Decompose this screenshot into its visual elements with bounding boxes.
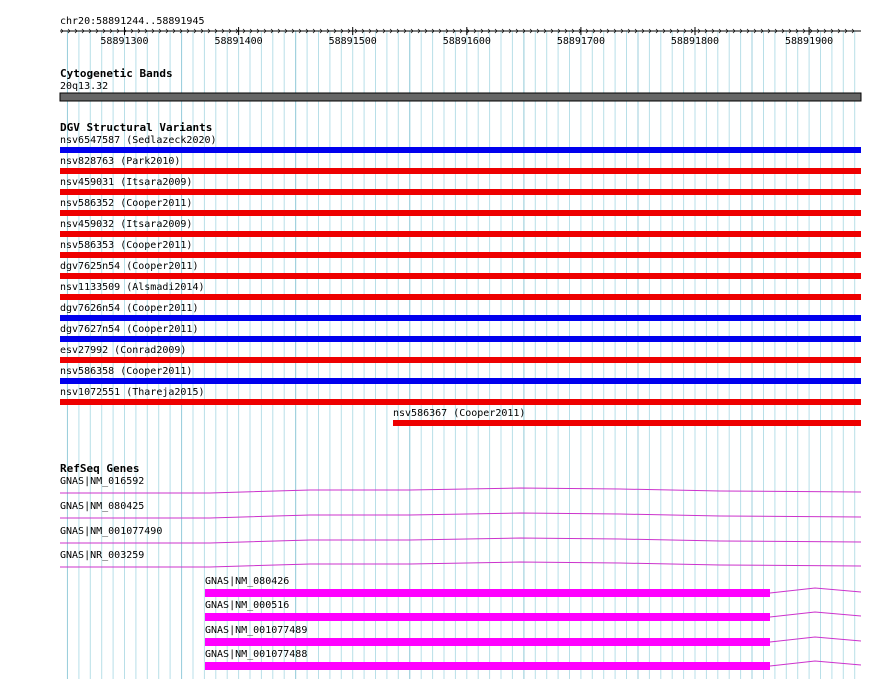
refseq-feature-label: GNAS|NM_080426 — [205, 576, 290, 587]
refseq-feature-NM_000516[interactable] — [205, 600, 861, 621]
cytoband-label: 20q13.32 — [60, 81, 109, 92]
dgv-feature-bar[interactable] — [60, 315, 861, 321]
refseq-feature-label: GNAS|NM_080425 — [60, 501, 145, 512]
dgv-feature-label: nsv459031 (Itsara2009) — [60, 177, 193, 188]
dgv-feature-label: nsv586353 (Cooper2011) — [60, 240, 193, 251]
ruler-tick-label: 58891500 — [328, 36, 377, 47]
refseq-exon-bar[interactable] — [205, 589, 770, 597]
dgv-feature-bar[interactable] — [60, 252, 861, 258]
ruler-tick-label: 58891300 — [100, 36, 149, 47]
dgv-feature-bar[interactable] — [60, 273, 861, 279]
dgv-feature-bar[interactable] — [393, 420, 861, 426]
dgv-feature-label: nsv6547587 (Sedlazeck2020) — [60, 135, 217, 146]
refseq-feature-label: GNAS|NR_003259 — [60, 550, 145, 561]
refseq-exon-bar[interactable] — [205, 638, 770, 646]
refseq-exon-bar[interactable] — [205, 662, 770, 670]
dgv-feature-bar[interactable] — [60, 231, 861, 237]
refseq-feature-label: GNAS|NM_001077489 — [205, 625, 308, 636]
refseq-exon-bar[interactable] — [205, 613, 770, 621]
dgv-feature-bar[interactable] — [60, 294, 861, 300]
dgv-feature-bar[interactable] — [60, 210, 861, 216]
dgv-feature-bar[interactable] — [60, 168, 861, 174]
refseq-feature-NM_080426[interactable] — [205, 576, 861, 597]
dgv-track-title: DGV Structural Variants — [60, 121, 213, 134]
ruler-tick-label: 58891400 — [214, 36, 263, 47]
refseq-feature-NM_001077489[interactable] — [205, 625, 861, 646]
refseq-feature-label: GNAS|NM_001077490 — [60, 526, 163, 537]
refseq-feature-NM_001077488[interactable] — [205, 649, 861, 670]
refseq-intron-line[interactable] — [770, 637, 861, 642]
dgv-feature-label: nsv459032 (Itsara2009) — [60, 219, 193, 230]
dgv-feature-label: nsv1133509 (Alsmadi2014) — [60, 282, 205, 293]
dgv-feature-label: nsv1072551 (Thareja2015) — [60, 387, 205, 398]
dgv-feature-label: dgv7626n54 (Cooper2011) — [60, 303, 199, 314]
dgv-feature-label: nsv586352 (Cooper2011) — [60, 198, 193, 209]
dgv-feature-bar[interactable] — [60, 399, 861, 405]
refseq-intron-line[interactable] — [770, 661, 861, 666]
ruler-ticks — [61, 27, 854, 47]
dgv-feature-label: nsv586367 (Cooper2011) — [393, 408, 526, 419]
dgv-feature-bar[interactable] — [60, 378, 861, 384]
dgv-feature-bar[interactable] — [60, 147, 861, 153]
dgv-feature-label: dgv7625n54 (Cooper2011) — [60, 261, 199, 272]
refseq-feature-label: GNAS|NM_016592 — [60, 476, 145, 487]
dgv-feature-bar[interactable] — [60, 357, 861, 363]
refseq-intron-line[interactable] — [770, 612, 861, 617]
cytoband-bar[interactable] — [60, 93, 861, 101]
ruler-region-label: chr20:58891244..58891945 — [60, 16, 205, 27]
dgv-feature-label: nsv828763 (Park2010) — [60, 156, 181, 167]
refseq-track-title: RefSeq Genes — [60, 462, 140, 475]
dgv-feature-bar[interactable] — [60, 336, 861, 342]
dgv-feature-label: esv27992 (Conrad2009) — [60, 345, 187, 356]
dgv-feature-label: nsv586358 (Cooper2011) — [60, 366, 193, 377]
ruler-tick-label: 58891800 — [670, 36, 720, 47]
ruler-tick-label: 58891900 — [785, 36, 834, 47]
dgv-feature-bar[interactable] — [60, 189, 861, 195]
dgv-feature-label: dgv7627n54 (Cooper2011) — [60, 324, 199, 335]
refseq-intron-line[interactable] — [770, 588, 861, 593]
refseq-feature-label: GNAS|NM_001077488 — [205, 649, 308, 660]
refseq-feature-label: GNAS|NM_000516 — [205, 600, 290, 611]
cytoband-track-title: Cytogenetic Bands — [60, 67, 173, 80]
ruler-tick-label: 58891600 — [442, 36, 491, 47]
ruler-tick-label: 58891700 — [556, 36, 605, 47]
